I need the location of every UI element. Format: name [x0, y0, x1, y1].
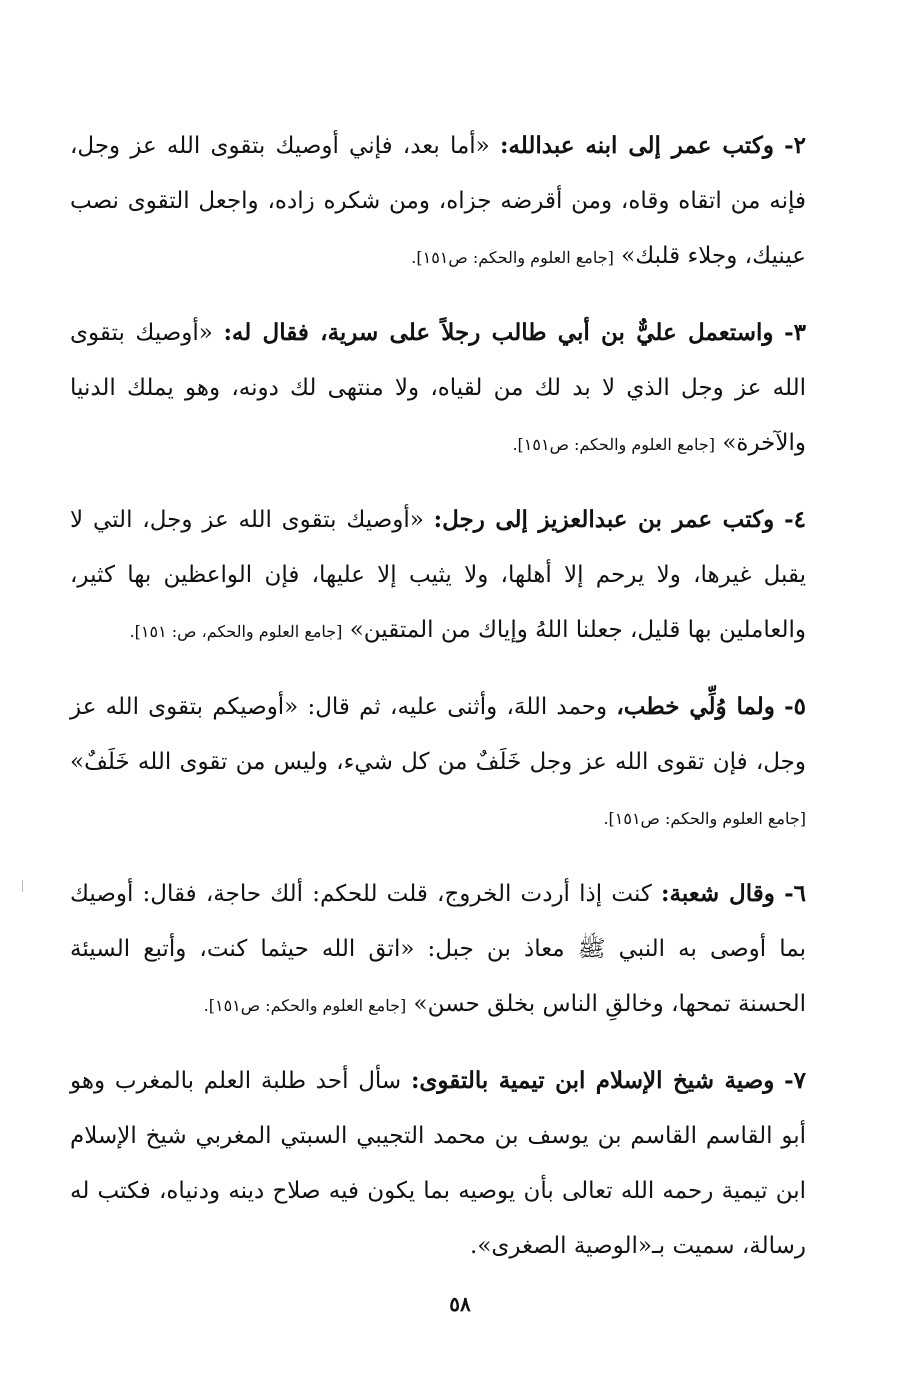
- paragraph-number: ٢-: [784, 132, 807, 159]
- paragraph-number: ٥-: [784, 693, 807, 720]
- paragraph-text: «أما بعد، فإني أوصيك بتقوى الله عز وجل، فإنه من اتقاه وقاه، ومن أقرضه جزاه، ومن شكره زاده، واجعل التقوى نصب عينيك، وجلاء قلبك»: [70, 133, 806, 269]
- page-edge-mark: [22, 880, 23, 892]
- paragraph-text: سأل أحد طلبة العلم بالمغرب وهو أبو القاسم القاسم بن يوسف بن محمد التجيبي السبتي المغربي شيخ الإسلام ابن تيمية رحمه الله تعالى بأن يوصيه بما يكون فيه صلاح دينه ودنياه، فكتب له رسالة، سميت بـ«الوصية الصغرى».: [70, 1068, 807, 1259]
- page-body: [70, 118, 806, 1294]
- citation: [جامع العلوم والحكم: ص١٥١].: [603, 809, 806, 828]
- paragraph-lead: وكتب عمر إلى ابنه عبدالله:: [499, 132, 774, 159]
- paragraph-number: ٤-: [784, 506, 806, 533]
- paragraph-text: كنت إذا أردت الخروج، قلت للحكم: ألك حاجة، فقال: أوصيك بما أوصى به النبي ﷺ معاذ بن جبل: «اتق الله حيثما كنت، وأتبع السيئة الحسنة تمحها، وخالقِ الناس بخلق حسن»: [70, 881, 806, 1017]
- paragraph-7: [70, 1053, 806, 1274]
- citation: [جامع العلوم والحكم: ص١٥١].: [411, 248, 614, 267]
- paragraph-lead: وصية شيخ الإسلام ابن تيمية بالتقوى:: [410, 1067, 775, 1094]
- paragraph-lead: وقال شعبة:: [661, 880, 775, 907]
- paragraph-lead: وكتب عمر بن عبدالعزيز إلى رجل:: [433, 506, 775, 533]
- paragraph-number: ٦-: [784, 880, 806, 907]
- paragraph-3: [70, 305, 806, 472]
- paragraph-text: «أوصيك بتقوى الله عز وجل الذي لا بد لك من لقياه، ولا منتهى لك دونه، وهو يملك الدنيا والآخرة»: [70, 320, 806, 456]
- paragraph-text: «أوصيك بتقوى الله عز وجل، التي لا يقبل غيرها، ولا يرحم إلا أهلها، ولا يثيب إلا عليها، فإن الواعظين بها كثير، والعاملين بها قليل، جعلنا اللهُ وإياك من المتقين»: [70, 507, 806, 643]
- citation: [جامع العلوم والحكم: ص١٥١].: [203, 996, 407, 1015]
- paragraph-lead: واستعمل عليٌّ بن أبي طالب رجلاً على سرية، فقال له:: [223, 319, 774, 346]
- paragraph-5: [70, 679, 806, 846]
- paragraph-lead: ولما وُلِّي خطب،: [616, 693, 775, 720]
- paragraph-2: [70, 118, 806, 285]
- citation: [جامع العلوم والحكم، ص: ١٥١].: [129, 622, 343, 641]
- page-number: ٥٨: [449, 1292, 471, 1316]
- paragraph-text: وحمد اللهَ، وأثنى عليه، ثم قال: «أوصيكم بتقوى الله عز وجل، فإن تقوى الله عز وجل خَلَفٌ من كل شيء، وليس من تقوى الله خَلَفٌ»: [70, 694, 806, 775]
- paragraph-number: ٣-: [784, 319, 806, 346]
- paragraph-number: ٧-: [784, 1067, 806, 1094]
- paragraph-6: [70, 866, 806, 1033]
- paragraph-4: [70, 492, 806, 659]
- citation: [جامع العلوم والحكم: ص١٥١].: [512, 435, 716, 454]
